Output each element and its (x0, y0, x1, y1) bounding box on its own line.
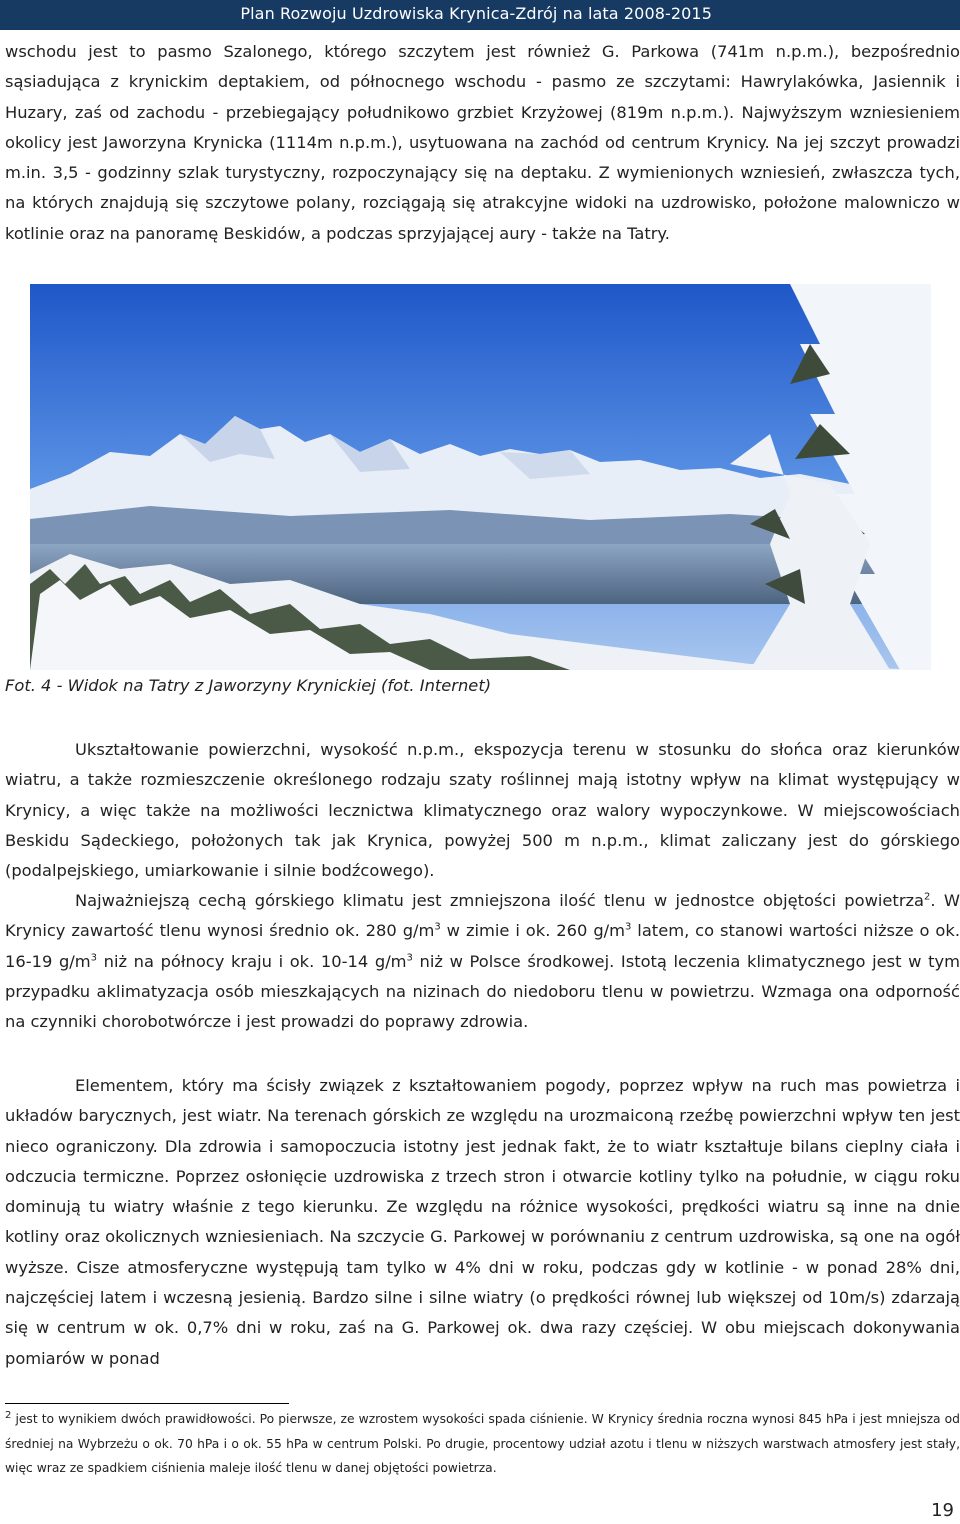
footnote-ref[interactable]: 2 (924, 891, 931, 903)
page-number: 19 (931, 1500, 954, 1521)
superscript-3: 3 (625, 921, 632, 933)
oxygen-text-2: . W Krynicy zawartość tlenu wynosi średnio ok. 280 g/m (5, 891, 960, 941)
footnote-text: jest to wynikiem dwóch prawidłowości. Po pierwsze, ze wzrostem wysokości spada ciśnienie. W Krynicy średnia roczna wynosi 845 hPa i jest mniejsza od średniej na Wybrzeżu o ok. 70 hPa i o ok. 55 hPa w centrum Polski. Po drugie, procentowy udział azotu i tlenu w niższych warstwach atmosfery jest stały, więc wraz ze spadkiem ciśnienia maleje ilość tlenu w danej objętości powietrza. (5, 1412, 960, 1475)
superscript-3: 3 (434, 921, 441, 933)
oxygen-text-6: niż w Polsce środkowej. Istotą leczenia klimatycznego jest w tym przypadku aklimatyzacja osób mieszkających na nizinach do niedoboru tlenu w powietrzu. Wzmaga ona odporność na czynniki chorobotwórcze i jest prowadzi do poprawy zdrowia. (5, 951, 960, 1032)
superscript-3: 3 (90, 952, 97, 964)
page-header (0, 0, 960, 30)
oxygen-text-1: Najważniejszą cechą górskiego klimatu jest zmniejszona ilość tlenu w jednostce objętości powietrza (75, 891, 925, 910)
footnote (5, 1407, 960, 1481)
oxygen-text-3: w zimie i ok. 260 g/m (440, 921, 625, 941)
header-title: Plan Rozwoju Uzdrowiska Krynica-Zdrój na lata 2008-2015 (240, 4, 712, 23)
paragraph-relief: Ukształtowanie powierzchni, wysokość n.p.m., ekspozycja terenu w stosunku do słońca oraz kierunków wiatru, a także rozmieszczenie określonego rodzaju szaty roślinnej mają istotny wpływ na klimat występujący w Krynicy, a więc także na możliwości lecznictwa klimatycznego oraz walory wypoczynkowe. W miejscowościach Beskidu Sądeckiego, położonych tak jak Krynica, powyżej 500 m n.p.m., klimat zaliczany jest do górskiego (podalpejskiego, umiarkowanie i silnie bodźcowego). (5, 740, 960, 881)
photo-tatra-view (30, 284, 931, 670)
superscript-3: 3 (406, 952, 413, 964)
paragraph-mountains: wschodu jest to pasmo Szalonego, którego szczytem jest również G. Parkowa (741m n.p.m.), bezpośrednio sąsiadująca z krynickim deptakiem, od północnego wschodu - pasmo ze szczytami: Hawrylakówka, Jasiennik i Huzary, zaś od zachodu - przebiegający południkowo grzbiet Krzyżowej (819m n.p.m.). Najwyższym wzniesieniem okolicy jest Jaworzyna Krynicka (1114m n.p.m.), usytuowana na zachód od centrum Krynicy. Na jej szczyt prowadzi m.in. 3,5 - godzinny szlak turystyczny, rozpoczynający się na deptaku. Z wymienionych wzniesień, zwłaszcza tych, na których znajdują się szczytowe polany, rozciągają się atrakcyjne widoki na uzdrowisko, położone malowniczo w kotlinie oraz na panoramę Beskidów, a podczas sprzyjającej aury - także na Tatry. (5, 42, 960, 243)
photo-caption: Fot. 4 - Widok na Tatry z Jaworzyny Krynickiej (fot. Internet) (5, 676, 492, 695)
paragraph-oxygen (5, 886, 960, 1037)
paragraph-wind: Elementem, który ma ścisły związek z kształtowaniem pogody, poprzez wpływ na ruch mas powietrza i układów barycznych, jest wiatr. Na terenach górskich ze względu na urozmaiconą rzeźbę powierzchni wpływ ten jest nieco ograniczony. Dla zdrowia i samopoczucia istotny jest jednak fakt, że to wiatr kształtuje bilans cieplny ciała i odczucia termiczne. Poprzez osłonięcie uzdrowiska z trzech stron i otwarcie kotliny tylko na południe, w ciągu roku dominują tu wiatry właśnie z tego kierunku. Ze względu na różnice wysokości, prędkości wiatru są inne na dnie kotliny oraz okolicznych wzniesieniach. Na szczycie G. Parkowej w porównaniu z centrum uzdrowiska, są one na ogół wyższe. Cisze atmosferyczne występują tam tylko w 4% dni w roku, podczas gdy w kotlinie - w ponad 28% dni, najczęściej latem i wczesną jesienią. Bardzo silne i silne wiatry (o prędkości równej lub większej od 10m/s) zdarzają się w centrum w ok. 0,7% dni w roku, zaś na G. Parkowej ok. dwa razy częściej. W obu miejscach dokonywania pomiarów w ponad (5, 1076, 960, 1368)
footnote-number: 2 (5, 1409, 12, 1421)
footnote-divider (5, 1403, 289, 1404)
oxygen-text-5: niż na północy kraju i ok. 10-14 g/m (97, 951, 407, 971)
oxygen-text-4: latem, co stanowi wartości niższe o ok. 16-19 g/m (5, 921, 960, 971)
